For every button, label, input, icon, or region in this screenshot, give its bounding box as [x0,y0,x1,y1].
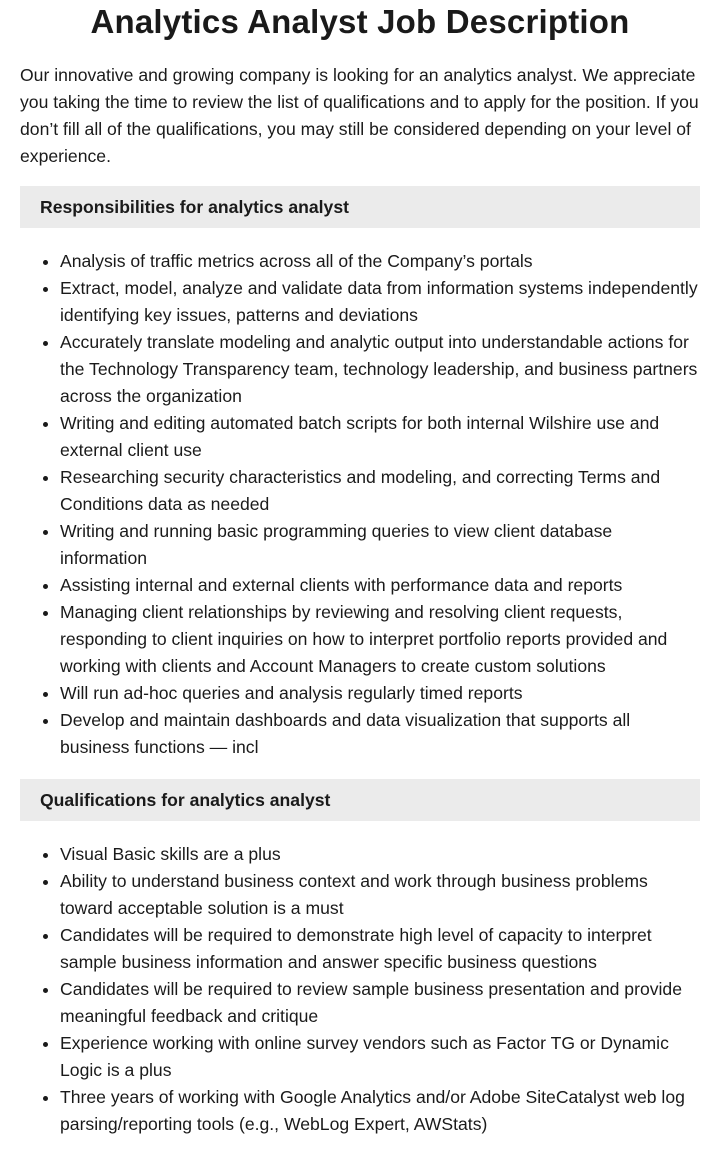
qualifications-list [20,841,700,1138]
list-item: • Writing and running basic programming queries to view client database information [60,518,700,572]
page-title: Analytics Analyst Job Description [90,3,630,40]
list-item: • Writing and editing automated batch scripts for both internal Wilshire use and external client use [60,410,700,464]
list-item: • Candidates will be required to demonstrate high level of capacity to interpret sample business information and answer specific business questions [60,922,700,976]
intro-paragraph: Our innovative and growing company is looking for an analytics analyst. We appreciate you taking the time to review the list of qualifications and to apply for the position. If you don’t fill all of the qualifications, you may still be considered depending on your level of experience. [20,65,699,166]
list-item: • Will run ad-hoc queries and analysis regularly timed reports [60,680,700,707]
list-item: • Managing client relationships by reviewing and resolving client requests, responding to client inquiries on how to interpret portfolio reports provided and working with clients and Account Managers to create custom solutions [60,599,700,680]
list-item: • Assisting internal and external clients with performance data and reports [60,572,700,599]
list-item: • Accurately translate modeling and analytic output into understandable actions for the Technology Transparency team, technology leadership, and business partners across the organization [60,329,700,410]
responsibilities-heading: Responsibilities for analytics analyst [20,186,700,228]
list-item: • Extract, model, analyze and validate data from information systems independently identifying key issues, patterns and deviations [60,275,700,329]
list-item: • Develop and maintain dashboards and data visualization that supports all business functions — incl [60,707,700,761]
list-item: • Researching security characteristics and modeling, and correcting Terms and Conditions data as needed [60,464,700,518]
responsibilities-list [20,248,700,761]
qualifications-heading: Qualifications for analytics analyst [20,779,700,821]
list-item: • Candidates will be required to review sample business presentation and provide meaningful feedback and critique [60,976,700,1030]
list-item: • Three years of working with Google Analytics and/or Adobe SiteCatalyst web log parsing/reporting tools (e.g., WebLog Expert, AWStats) [60,1084,700,1138]
list-item: • Ability to understand business context and work through business problems toward acceptable solution is a must [60,868,700,922]
list-item: • Experience working with online survey vendors such as Factor TG or Dynamic Logic is a plus [60,1030,700,1084]
list-item: • Visual Basic skills are a plus [60,841,700,868]
list-item: • Analysis of traffic metrics across all of the Company’s portals [60,248,700,275]
